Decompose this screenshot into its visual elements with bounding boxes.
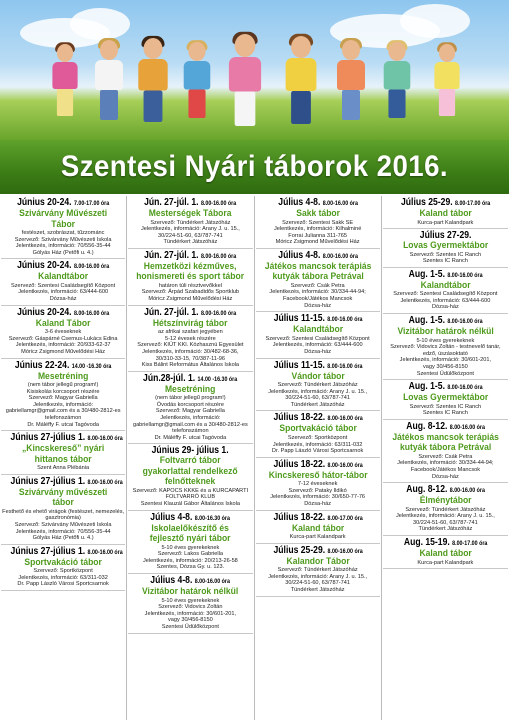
camp-details: Szervező: Csák Petra Jelentkezés, információ: 30/334-44-94; Facebook/Játékos Mancsok Dózsa-ház: [269, 282, 366, 309]
camp-entry: [128, 196, 252, 249]
camp-entry: [1, 306, 125, 359]
camp-name: Kalandtábor: [292, 324, 343, 336]
camp-date-text: Június 29- július 1.: [151, 445, 229, 457]
camp-details: Kurca-part Kalandpark: [417, 559, 474, 566]
camp-name: Hétszínvirág tábor: [153, 317, 228, 329]
camp-name: Kincskereső hátor-tábor: [268, 469, 368, 481]
camp-date-text: Aug. 1-5.: [408, 268, 445, 280]
camp-details: Szervező: Tündérkert Játszóház Jelentkezés, információ: Arany J. u. 15., 30/224-51-60, 63/787-741 Tündérkert Játszóház: [395, 506, 495, 533]
camp-time: 8.00-16.00 óra: [87, 435, 123, 443]
camp-date-text: Jún. 27-júl. 1.: [144, 249, 199, 261]
camp-name: Lovas Gyermektábor: [402, 240, 488, 252]
camp-date-text: Június 27-július 1.: [10, 475, 86, 487]
camp-schedule-grid: [0, 196, 509, 720]
camp-name: Iskolaelőkészítő és fejlesztő nyári tábor: [149, 522, 231, 545]
camp-date-text: Július 4-8.: [277, 249, 320, 261]
camp-time: 8.00-16.00 óra: [326, 362, 362, 370]
camp-time: 8.00-16.00 óra: [201, 252, 237, 260]
schedule-column: [127, 196, 254, 720]
camp-name: Kaland tábor: [419, 548, 472, 560]
camp-details: Szervező: Tündérkert Játszóház Jelentkezés, információ: Arany J. u. 15., 30/224-51-60, 63/787-741 Tündérkert Játszóház: [268, 567, 368, 593]
camp-name: Hemzetközi kézműves, honismereti és sport tábor: [136, 260, 245, 283]
camp-date-text: Július 4-8.: [150, 575, 193, 587]
camp-time: 8.00-16.00 óra: [73, 309, 110, 317]
camp-date-text: Július 11-15.: [273, 359, 325, 371]
camp-time: 8.00-16.00 óra: [449, 487, 485, 495]
camp-name: Játékos mancsok terápiás kutyák tábora Petrával: [392, 431, 499, 454]
camp-entry: [383, 483, 508, 536]
camp-entry: [256, 511, 380, 544]
schedule-column: [255, 196, 382, 720]
camp-details: Szervező: Sportközpont Jelentkezés, információ: 63/311-032 Dr. Papp László Városi Sportcsarnok: [17, 568, 109, 588]
camp-details: Szervező: Tündérkert Játszóház Jelentkezés, információ: Arany J. u. 15., 30/224-51-60, 63/787-741 Tündérkert Játszóház: [140, 219, 240, 246]
camp-details: 5-10 éves gyerekeknek Szervező: Vidovics Zoltán - testnevelő tanár, edző, úszásoktató Jelentkezés, információ: 30/601-201, vagy 30/456-8150 Szentesi Üdülőközpont: [390, 337, 501, 377]
camp-details: 7-12 éveseknek Szervező: Pataky Ildikó Jelentkezés, információ: 30/650-77-76 Dózsa-ház: [270, 481, 366, 507]
camp-details: (nem tábor jellegű program!) Óvodás korcsoport részére Szervező: Magyar Gabriella Jelentkezés, információ: gabriellamgr@gmail.com és a 30/480-2812-es telefonszámon Dr. Máléffy F. utcai Tagóvoda: [132, 395, 248, 441]
camp-details: Szervező: Szentesi Családsegítő Központ Jelentkezés, információ: 63/444-600 Dózsa-ház: [265, 335, 370, 355]
camp-date-text: Július 18-22.: [273, 511, 325, 523]
camp-entry: [1, 431, 125, 475]
camp-name: Foltvarró tábor gyakorlattal rendelkező felnőtteknek: [142, 455, 238, 488]
camp-date-text: Július 4-8.: [150, 511, 193, 523]
camp-details: Szervező: Csák Petra Jelentkezés, információ: 30/334-44-94; Facebook/Játékos Mancsok Dózsa-ház: [397, 453, 494, 480]
camp-time: 8.00-17.00 óra: [454, 200, 490, 207]
camp-entry: [256, 196, 380, 249]
schedule-column: [0, 196, 127, 720]
camp-date-text: Június 20-24.: [17, 260, 72, 272]
camp-entry: [383, 536, 508, 569]
camp-details: határon túli résztvevőkkel Szervező: Árpád Szabadidős Sportklub Móricz Zsigmond Művelődési Ház: [141, 282, 240, 303]
camp-entry: [128, 574, 252, 633]
camp-time: 8.00-16.00 óra: [447, 271, 483, 279]
camp-time: 8.00-16.00 óra: [449, 423, 485, 431]
camp-time: 8.00-16.00 óra: [327, 547, 363, 555]
camp-entry: [128, 372, 252, 445]
camp-details: 3-6 éveseknek Szervező: Gáspárné Csernus-Lukács Edina Jelentkezés, információ: 20/933-62-37 Móricz Zsigmond Művelődési Ház: [8, 329, 118, 355]
camp-name: Vizitábor határok nélkül: [397, 326, 494, 338]
camp-entry: [256, 312, 380, 358]
camp-details: Szervező: KAPOCS KKKE és a KURCAPARTI FOLTVARRÓ KLUB Szentesi Klauzál Gábor Általános Iskola: [132, 487, 249, 508]
camp-name: Sportvakáció tábor: [24, 556, 102, 568]
camp-date-text: Jún. 27-júl. 1.: [144, 306, 199, 318]
camp-time: 8.00-16.00 óra: [327, 415, 363, 423]
camp-date-text: Jún. 27-júl. 1.: [144, 197, 199, 208]
camp-entry: [383, 268, 508, 314]
camp-date-text: Július 11-15.: [273, 313, 325, 325]
camp-details: Szent Anna Plébánia: [37, 465, 90, 472]
camp-name: Szivárvány Művészeti Tábor: [19, 208, 108, 230]
camp-name: Kaland tábor: [419, 208, 472, 219]
camp-details: Szervező: Sportközpont Jelentkezés, információ: 63/311-032 Dr. Papp László Városi Sportcsarnok: [271, 434, 364, 455]
camp-name: Kalandtábor: [38, 271, 89, 283]
camp-details: Szervező: Szentes IC Ranch Szentes IC Ranch: [409, 251, 482, 265]
camp-date-text: Június 27-július 1.: [10, 432, 86, 444]
camp-date-text: Június 27-július 1.: [10, 545, 86, 557]
camp-name: Kalandor Tábor: [286, 555, 350, 567]
camp-entry: [128, 511, 252, 574]
camp-date-text: Július 4-8.: [277, 197, 320, 208]
camp-time: 8.00-16.00 óra: [87, 478, 123, 486]
camp-entry: [256, 544, 380, 597]
camp-date-text: Június 20-24.: [17, 306, 72, 318]
camp-entry: [383, 314, 508, 380]
camp-entry: [256, 249, 380, 312]
camp-name: Sportvakáció tábor: [278, 423, 357, 435]
camp-name: Játékos mancsok terápiás kutyák tábora Petrával: [264, 260, 371, 283]
camp-entry: [256, 458, 380, 511]
camp-entry: [383, 380, 508, 420]
camp-entry: [256, 359, 380, 412]
camp-date-text: Jún.28-júl. 1.: [143, 372, 196, 384]
camp-details: Szervező: Tündérkert Játszóház Jelentkezés, információ: Arany J. u. 15., 30/224-51-60, 63/787-741 Tündérkert Játszóház: [268, 382, 368, 408]
camp-entry: [256, 411, 380, 457]
camp-time: 8.00-16.00 óra: [322, 200, 358, 207]
camp-time: 8.00-16.00 óra: [447, 318, 483, 326]
camp-time: 8.00-16.00 óra: [73, 263, 110, 271]
camp-entry: [1, 196, 125, 259]
camp-time: 8.00-16.00 óra: [326, 316, 362, 324]
camp-time: 8.00-16.00 óra: [87, 548, 123, 556]
camp-date-text: Aug. 1-5.: [408, 315, 445, 327]
camp-entry: [1, 475, 125, 545]
camp-details: festészet, szobrászat, tűzzománc Szervező: Szivárvány Művészeti Iskola Jelentkezés, információ: 70/556-35-44 Gólyás Ház (Petőfi u. 4.): [14, 230, 112, 256]
camp-name: Mesterségek Tábora: [149, 208, 232, 219]
camp-date-text: Július 25-29.: [400, 197, 453, 208]
camp-time: 8.00-16.00 óra: [201, 309, 237, 317]
camp-time: 8.00-16.00 óra: [447, 384, 483, 392]
camp-details: 5-10 éves gyerekeknek Szervező: Vidovics Zoltán Jelentkezés, információ: 30/601-201, vagy 30/456-8150 Szentesi Üdülőközpont: [144, 597, 237, 630]
camp-details: Szervező: Szentes IC Ranch Szentes IC Ranch: [409, 403, 482, 417]
camp-details: Szervező: Szentesi Sakk SE Jelentkezés, információ: Kilhalminé Forrai Julianna 311-765 Móricz Zsigmond Művelődési Ház: [273, 219, 362, 246]
camp-date-text: Július 18-22.: [273, 458, 325, 470]
camp-name: Vizitábor határok nélkül: [142, 586, 239, 598]
camp-date-text: Július 25-29.: [273, 544, 325, 556]
camp-time: 8.00-16.00 óra: [327, 461, 363, 469]
camp-name: Szivárvány művészeti tábor: [18, 486, 108, 509]
camp-date-text: Aug. 8-12.: [406, 420, 448, 432]
camp-entry: [128, 249, 252, 306]
camp-time: 8.00-16.00 óra: [194, 578, 231, 586]
camp-details: (nem tábor jellegű program!) Kisiskolás korcsoport részére Szervező: Magyar Gabriella Jelentkezés, információ: gabriellamgr@gmail.com és a 30/480-2812-es telefonszámon Dr. Máléffy F. utcai Tagóvoda: [5, 382, 121, 428]
camp-time: 7.00-17.00 óra: [73, 200, 110, 207]
camp-time: 8.00-17.00 óra: [327, 514, 363, 522]
camp-name: „Kincskereső” nyári hittanos tábor: [22, 443, 105, 465]
camp-entry: [1, 545, 125, 591]
title-banner: [0, 140, 509, 194]
camp-entry: [1, 359, 125, 432]
page-title: Szentesi Nyári táborok 2016.: [60, 150, 449, 183]
camp-time: 8.00-16.00 óra: [201, 200, 237, 207]
camp-time: 8.00-16.30 óra: [194, 514, 231, 522]
camp-name: Kaland tábor: [291, 522, 344, 534]
camp-details: Kurca-part Kalandpark: [417, 219, 474, 226]
camp-details: az afrikai szafari jegyében 5-12 évesek részére Szervező: KIÚT KKl. Közhasznú Egyesület Jelentkezés, információ: 30/482-68-36, 30/310-33-15, 70/387-11-96 Kiss Bálint Református Általános Iskola: [137, 329, 244, 369]
camp-entry: [128, 306, 252, 372]
camp-date-text: Aug. 8-12.: [406, 484, 448, 496]
camp-entry: [383, 196, 508, 229]
camp-name: Sakk tábor: [295, 208, 340, 219]
camp-name: Kalandtábor: [420, 279, 471, 291]
camp-date-text: Aug. 1-5.: [408, 381, 445, 393]
camp-details: 5-10 éves gyerekeknek Szervező: Lakos Gabriella Jelentkezés, információ: 20/213-26-58 Szentes, Dózsa Gy. u. 123.: [142, 544, 238, 571]
camp-date-text: Aug. 15-19.: [403, 537, 450, 549]
camp-details: Kurca-part Kalandpark: [289, 534, 346, 541]
camp-name: Élménytábor: [419, 495, 472, 507]
camp-date-text: Július 18-22.: [273, 412, 325, 424]
camp-details: Festhető és ehető virágok (festészet, nemezelés, gasztronómia) Szervező: Szivárvány Művészeti Iskola Jelentkezés, információ: 70/556-35-44 Gólyás Ház (Petőfi u. 4.): [2, 508, 125, 542]
camp-name: Vándor tábor: [291, 370, 345, 382]
camp-details: Szervező: Szentesi Családsegítő Központ Jelentkezés, információ: 63/444-600 Dózsa-ház: [393, 291, 498, 311]
schedule-column: [382, 196, 509, 720]
camp-date-text: Június 22-24.: [14, 359, 70, 371]
camp-time: 14.00 -16.30 óra: [71, 362, 112, 370]
camp-name: Kaland Tábor: [35, 317, 91, 329]
camp-time: 8.00-17.00 óra: [451, 540, 488, 548]
camp-details: Szervező: Szentesi Családsegítő Központ Jelentkezés, információ: 63/444-600 Dózsa-ház: [11, 282, 116, 303]
camp-entry: [1, 259, 125, 305]
camp-entry: [383, 420, 508, 483]
camp-name: Mesetréning: [37, 370, 89, 382]
camp-time: 8.00-16.00 óra: [322, 252, 358, 260]
camp-entry: [383, 229, 508, 268]
camp-entry: [128, 444, 252, 510]
camp-date-text: Július 27-29.: [419, 230, 472, 242]
camp-name: Lovas Gyermektábor: [402, 392, 488, 404]
camp-time: 14.00 -16.30 óra: [197, 375, 238, 383]
camp-name: Mesetréning: [165, 383, 216, 395]
hero-photo: [0, 0, 509, 140]
camp-date-text: Június 20-24.: [17, 197, 72, 208]
